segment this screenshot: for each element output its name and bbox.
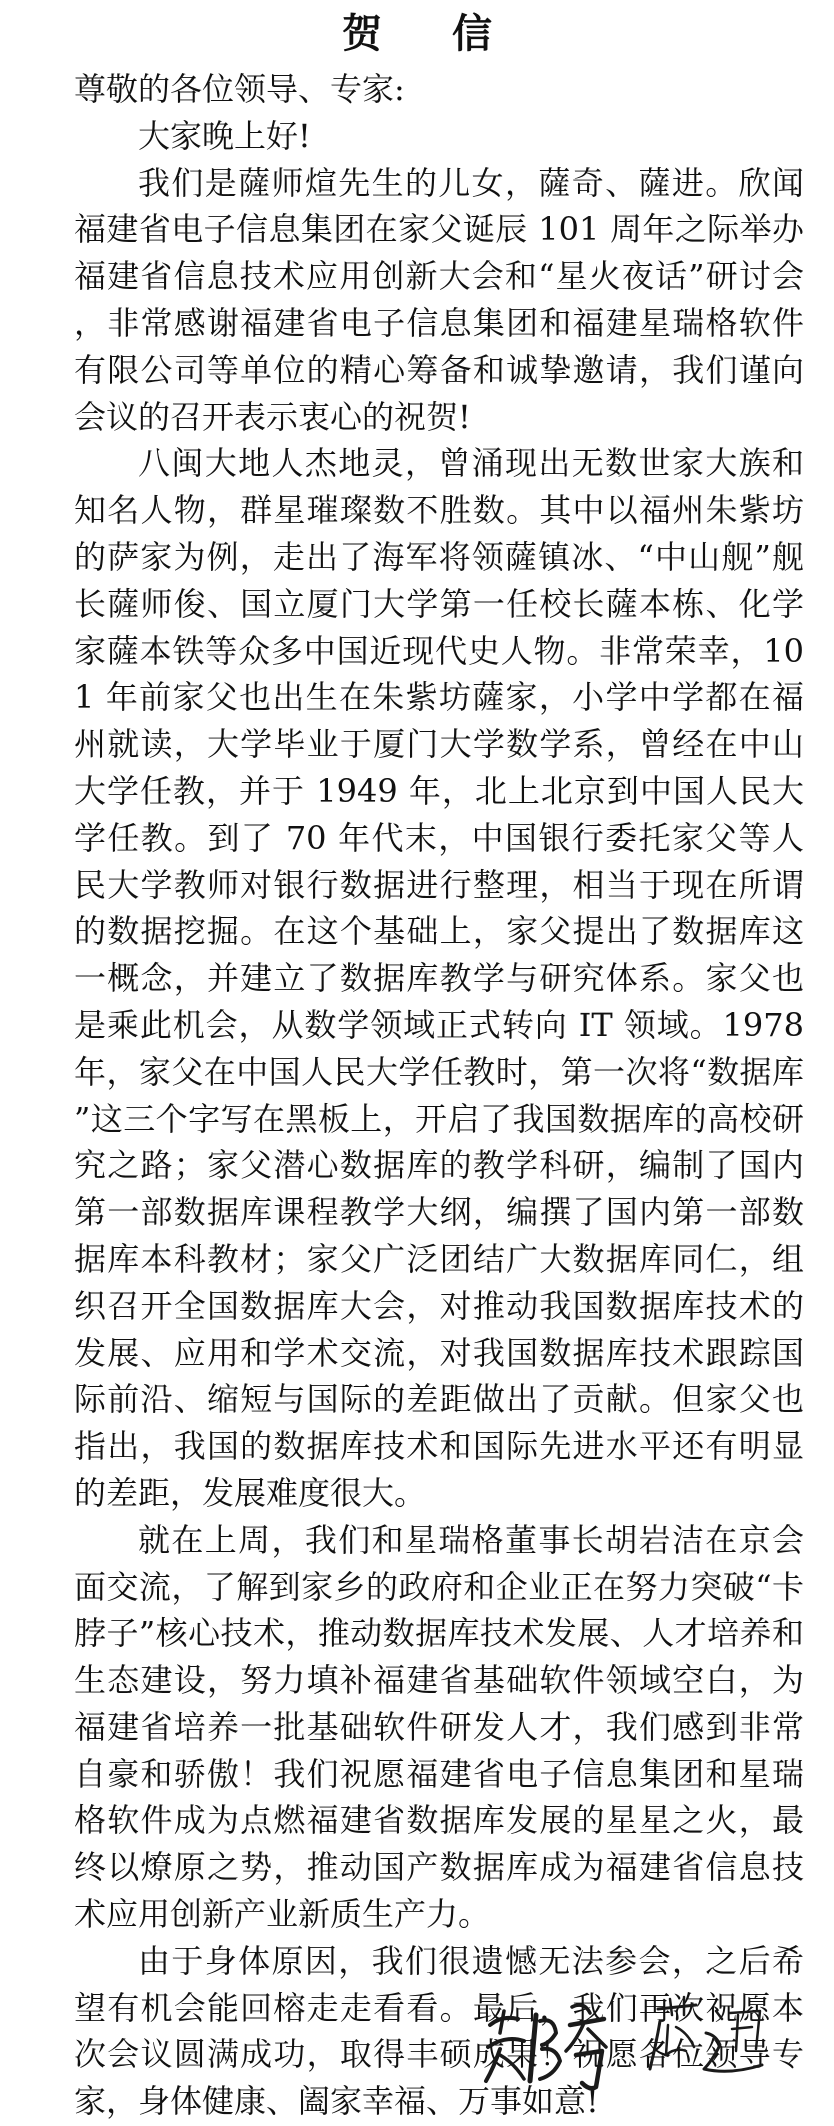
paragraph-introduction: 我们是薩师煊先生的儿女，薩奇、薩进。欣闻福建省电子信息集团在家父诞辰 101 周年之际举办福建省信息技术应用创新大会和“星火夜话”研讨会，非常感谢福建省电子信息集团和福建星瑞格软件有限公司等单位的精心筹备和诚挚邀请，我们谨向会议的召开表示衷心的祝贺! <box>74 163 804 436</box>
letter-body <box>74 66 804 2125</box>
signature-sa-qi <box>486 2005 606 2088</box>
letter-title: 贺 信 <box>342 11 520 57</box>
paragraph-history: 八闽大地人杰地灵，曾涌现出无数世家大族和知名人物，群星璀璨数不胜数。其中以福州朱紫坊的萨家为例，走出了海军将领薩镇冰、“中山舰”舰长薩师俊、国立厦门大学第一任校长薩本栋、化学家薩本铁等众多中国近现代史人物。非常荣幸，101 年前家父也出生在朱紫坊薩家，小学中学都在福州就读，大学毕业于厦门大学数学系，曾经在中山大学任教，并于 1949 年，北上北京到中国人民大学任教。到了 70 年代末，中国银行委托家父等人民大学教师对银行数据进行整理，相当于现在所谓的数据挖掘。在这个基础上，家父提出了数据库这一概念，并建立了数据库教学与研究体系。家父也是乘此机会，从数学领域正式转向 IT 领域。1978 年，家父在中国人民大学任教时，第一次将“数据库”这三个字写在黑板上，开启了我国数据库的高校研究之路；家父潜心数据库的教学科研，编制了国内第一部数据库课程教学大纲，编撰了国内第一部数据库本科教材；家父广泛团结广大数据库同仁，组织召开全国数据库大会，对推动我国数据库技术的发展、应用和学术交流，对我国数据库技术跟踪国际前沿、缩短与国际的差距做出了贡献。但家父也指出，我国的数据库技术和国际先进水平还有明显的差距，发展难度很大。 <box>74 444 804 1512</box>
paragraph-greeting: 大家晚上好! <box>138 116 311 155</box>
signature-sa-jin <box>650 1997 762 2071</box>
paragraph-meeting: 就在上周，我们和星瑞格董事长胡岩洁在京会面交流，了解到家乡的政府和企业正在努力突破“卡脖子”核心技术，推动数据库技术发展、人才培养和生态建设，努力填补福建省基础软件领域空白，为福建省培养一批基础软件研发人才，我们感到非常自豪和骄傲！我们祝愿福建省电子信息集团和星瑞格软件成为点燃福建省数据库发展的星星之火，最终以燎原之势，推动国产数据库成为福建省信息技术应用创新产业新质生产力。 <box>74 1520 804 1934</box>
paragraph-closing: 由于身体原因，我们很遗憾无法参会，之后希望有机会能回榕走走看看。最后，我们再次祝愿本次会议圆满成功，取得丰硕成果！祝愿各位领导专家，身体健康、阖家幸福、万事如意! <box>74 1941 804 2121</box>
salutation: 尊敬的各位领导、专家: <box>74 70 405 108</box>
handwritten-signatures <box>480 1985 780 2095</box>
